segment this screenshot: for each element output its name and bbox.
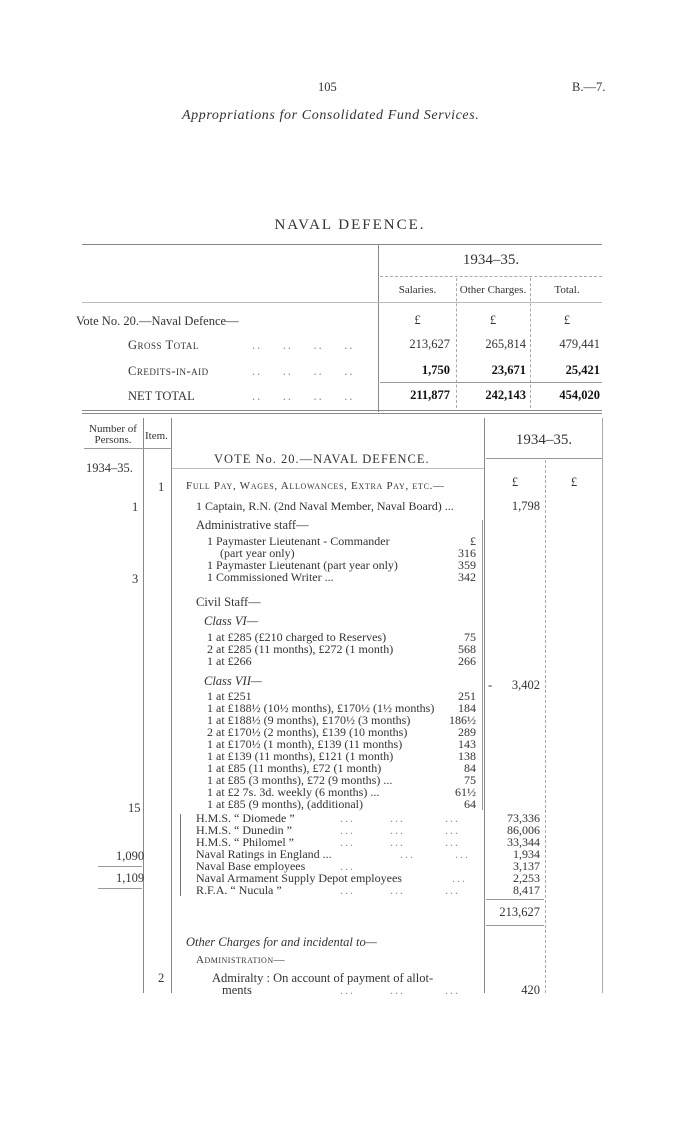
item-number: 1	[158, 480, 165, 494]
admin-heading: Administrative staff—	[196, 518, 309, 532]
civil-heading: Civil Staff—	[196, 595, 261, 609]
gross-salaries: 213,627	[409, 337, 450, 351]
leader-dots: .. .. .. ..	[252, 338, 355, 352]
ship-amount: 33,344	[507, 835, 540, 849]
ship-line: Naval Ratings in England ...	[196, 847, 332, 861]
class-six-heading: Class VI—	[204, 614, 258, 628]
class-seven-amount: 61½	[455, 785, 476, 799]
persons-count: 15	[128, 801, 141, 815]
class-six-line: 1 at £266	[207, 654, 252, 668]
class-seven-line: 1 at £139 (11 months), £121 (1 month)	[207, 749, 394, 763]
bracket-dash: -	[488, 678, 493, 692]
class-seven-line: 1 at £170½ (1 month), £139 (11 months)	[207, 737, 403, 751]
leader-dots: ... ... ...	[340, 823, 460, 837]
captain-line: 1 Captain, R.N. (2nd Naval Member, Naval Board) ...	[196, 499, 454, 513]
ship-line: R.F.A. “ Nucula ”	[196, 883, 282, 897]
admin-amount: 342	[458, 570, 476, 584]
class-seven-amount: 186½	[449, 713, 476, 727]
class-seven-amount: 251	[458, 689, 476, 703]
gross-other: 265,814	[485, 337, 526, 351]
item2-line: Admiralty : On account of payment of allot-	[212, 971, 434, 985]
page-number: 105	[318, 80, 337, 94]
persons-count: 1	[132, 500, 139, 514]
other-charges-heading: Other Charges for and incidental to—	[186, 935, 377, 949]
class-seven-line: 1 at £85 (9 months), (additional)	[207, 797, 363, 811]
ship-amount: 1,934	[513, 847, 540, 861]
administration-heading: Administration—	[196, 954, 286, 966]
summary-year: 1934–35.	[462, 252, 520, 268]
class-seven-line: 1 at £188½ (10½ months), £170½ (1½ months)	[207, 701, 435, 715]
net-total-label: NET TOTAL	[128, 389, 195, 403]
credits-total: 25,421	[565, 363, 600, 377]
class-seven-amount: 64	[464, 797, 476, 811]
class-seven-amount: 75	[464, 773, 476, 787]
detail-currency: £	[511, 475, 519, 489]
class-six-line: 2 at £285 (11 months), £272 (1 month)	[207, 642, 394, 656]
ship-amount: 2,253	[513, 871, 540, 885]
item-title: Full Pay, Wages, Allowances, Extra Pay, etc.—	[186, 480, 445, 492]
class-seven-amount: 143	[458, 737, 476, 751]
admin-line: (part year only)	[220, 546, 295, 560]
net-total: 454,020	[559, 388, 600, 402]
net-other: 242,143	[485, 388, 526, 402]
class-seven-amount: 289	[458, 725, 476, 739]
leader-dots: .. .. .. ..	[252, 364, 355, 378]
summary-col-salaries: Salaries.	[398, 284, 437, 296]
ship-amount: 73,336	[507, 811, 540, 825]
ship-amount: 8,417	[513, 883, 540, 897]
ship-line: H.M.S. “ Philomel ”	[196, 835, 294, 849]
class-seven-line: 1 at £188½ (9 months), £170½ (3 months)	[207, 713, 411, 727]
class-seven-line: 1 at £2 7s. 3d. weekly (6 months) ...	[207, 785, 380, 799]
item2-amount: 420	[521, 983, 540, 997]
class-seven-amount: 138	[458, 749, 476, 763]
leader-dots: ... ... ...	[340, 883, 460, 897]
leader-dots: ... ... ...	[340, 983, 460, 997]
summary-currency: £	[414, 313, 421, 327]
leader-dots: ... ...	[400, 847, 470, 861]
class-six-amount: 568	[458, 642, 476, 656]
page-reference: B.—7.	[572, 80, 606, 94]
ship-line: Naval Armament Supply Depot employees	[196, 871, 402, 885]
detail-year: 1934–35.	[515, 432, 573, 448]
summary-col-other: Other Charges.	[459, 284, 527, 296]
gross-total-label: Gross Total	[128, 338, 199, 352]
summary-currency: £	[489, 313, 497, 327]
col-persons-header: Number of Persons.	[89, 423, 137, 446]
ship-amount: 86,006	[507, 823, 540, 837]
section-title: NAVAL DEFENCE.	[274, 217, 426, 233]
admin-amount: 359	[458, 558, 476, 572]
persons-total: 1,109	[116, 871, 145, 885]
admin-amount: £	[470, 534, 476, 548]
credits-salaries: 1,750	[421, 363, 450, 377]
class-seven-heading: Class VII—	[204, 674, 262, 688]
persons-year: 1934–35.	[86, 461, 133, 475]
admin-amount: 316	[458, 546, 476, 560]
gross-total: 479,441	[559, 337, 600, 351]
class-seven-amount: 84	[464, 761, 476, 775]
captain-amount: 1,798	[511, 499, 540, 513]
leader-dots: ...	[452, 871, 467, 885]
class-seven-line: 1 at £251	[207, 689, 252, 703]
leader-dots: ... ... ...	[340, 835, 460, 849]
class-seven-line: 1 at £85 (3 months), £72 (9 months) ...	[207, 773, 393, 787]
running-title: Appropriations for Consolidated Fund Services.	[182, 108, 480, 123]
net-salaries: 211,877	[410, 388, 450, 402]
class-six-amount: 75	[464, 630, 476, 644]
staff-total: 3,402	[511, 678, 540, 692]
persons-count: 3	[132, 572, 139, 586]
class-seven-line: 1 at £85 (11 months), £72 (1 month)	[207, 761, 382, 775]
class-seven-line: 2 at £170½ (2 months), £139 (10 months)	[207, 725, 408, 739]
detail-currency: £	[570, 475, 578, 489]
admin-line: 1 Paymaster Lieutenant - Commander	[207, 534, 390, 548]
summary-col-total: Total.	[554, 284, 580, 296]
vote-label: Vote No. 20.—Naval Defence—	[76, 314, 239, 328]
item2-line: ments	[222, 983, 252, 997]
vote-title: VOTE No. 20.—NAVAL DEFENCE.	[214, 452, 430, 466]
leader-dots: ...	[340, 859, 355, 873]
leader-dots: .. .. .. ..	[252, 389, 355, 403]
admin-line: 1 Commissioned Writer ...	[207, 570, 334, 584]
leader-dots: ... ... ...	[340, 811, 460, 825]
ship-amount: 3,137	[513, 859, 540, 873]
col-item-header: Item.	[145, 430, 168, 442]
ship-line: Naval Base employees	[196, 859, 306, 873]
class-six-amount: 266	[458, 654, 476, 668]
class-six-line: 1 at £285 (£210 charged to Reserves)	[207, 630, 387, 644]
class-seven-amount: 184	[458, 701, 476, 715]
credits-label: Credits-in-aid	[128, 364, 209, 378]
credits-other: 23,671	[491, 363, 526, 377]
item-number: 2	[158, 971, 165, 985]
summary-currency: £	[563, 313, 571, 327]
persons-count: 1,090	[116, 849, 145, 863]
admin-line: 1 Paymaster Lieutenant (part year only)	[207, 558, 398, 572]
ship-line: H.M.S. “ Dunedin ”	[196, 823, 292, 837]
ship-line: H.M.S. “ Diomede ”	[196, 811, 295, 825]
salaries-total: 213,627	[499, 905, 540, 919]
